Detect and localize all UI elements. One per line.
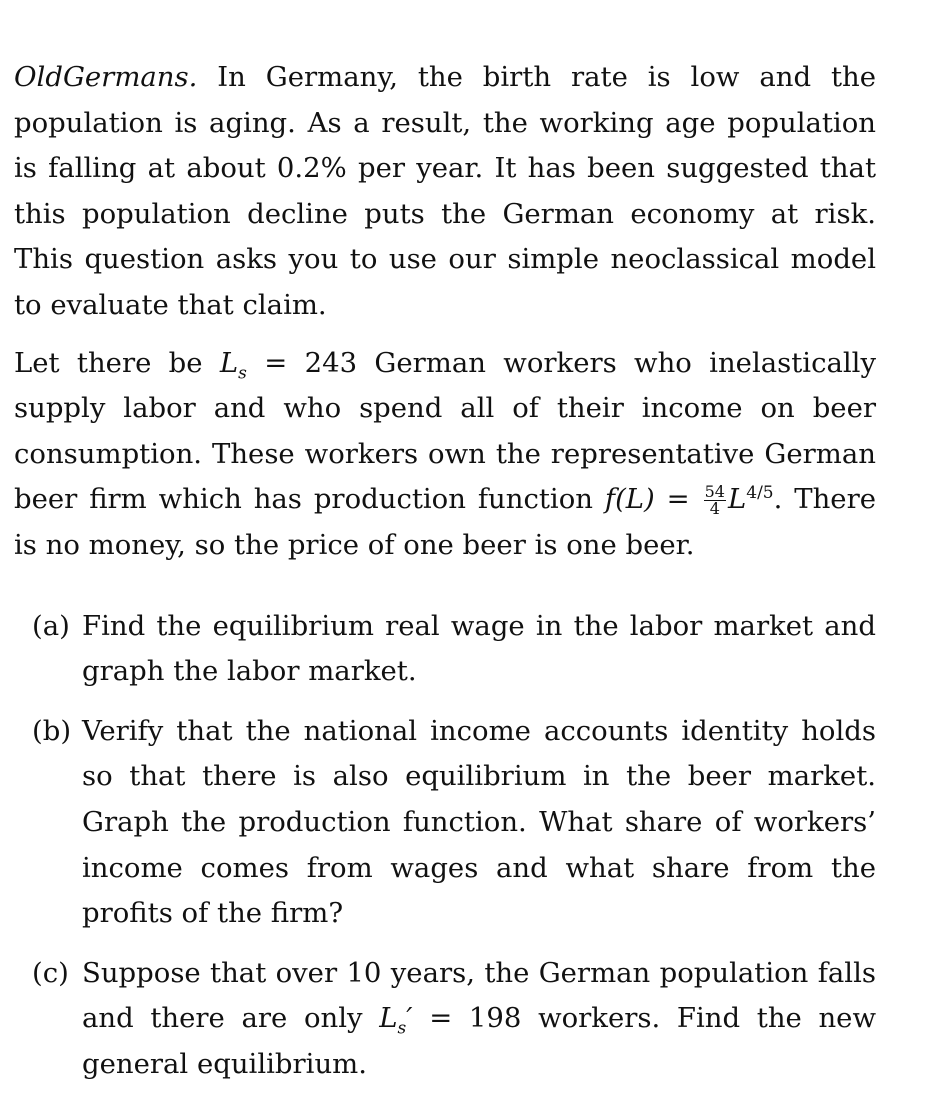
- new-labor-supply-value: = 198: [429, 1002, 522, 1035]
- part-text: Find the equilibrium real wage in the labor market and graph the labor market.: [82, 609, 876, 688]
- labor-supply-symbol: $L_s$: [219, 346, 247, 384]
- part-c: [14, 951, 876, 1088]
- setup-text-c: . There is no money, so the price of one beer is one beer.: [14, 483, 876, 561]
- part-text: Suppose that over 10 years, the German population falls and there are only $L_s' = 198$ workers. Find the new general equilibrium.: [82, 956, 876, 1080]
- setup-text-b: German workers who inelastically supply labor and who spend all of their income on beer consumption. These workers own the representative German beer firm which has production function: [14, 346, 877, 516]
- problem-page: [14, 55, 876, 1101]
- production-coefficient: $\frac{54}{4}$: [704, 481, 725, 518]
- part-text: Verify that the national income accounts identity holds so that there is also equilibrium in the beer market. Graph the production function. What share of workers’ income comes from wages and what share from the profits of the firm?: [82, 714, 876, 930]
- setup-paragraph: [14, 341, 876, 569]
- labor-supply-value: = 243: [264, 346, 358, 379]
- part-label: (b): [32, 714, 72, 747]
- setup-text-a: Let there be: [14, 346, 203, 379]
- question-parts: [14, 604, 876, 1088]
- new-labor-supply-symbol: $L_s'$: [379, 1002, 413, 1039]
- production-function: f(L) = $\frac{54}{4}$ $L^{4/5}$: [604, 481, 774, 518]
- part-a: [14, 604, 876, 695]
- intro-paragraph: [14, 55, 876, 329]
- problem-title: OldGermans.: [14, 61, 198, 93]
- part-b: [14, 709, 876, 937]
- part-label: (a): [32, 609, 70, 642]
- part-label: (c): [32, 956, 69, 989]
- intro-text: In Germany, the birth rate is low and the population is aging. As a result, the working age population is falling at about 0.2% per year. It has been suggested that this population decline puts the German economy at risk. This question asks you to use our simple neoclassical model to evaluate that claim.: [14, 61, 876, 321]
